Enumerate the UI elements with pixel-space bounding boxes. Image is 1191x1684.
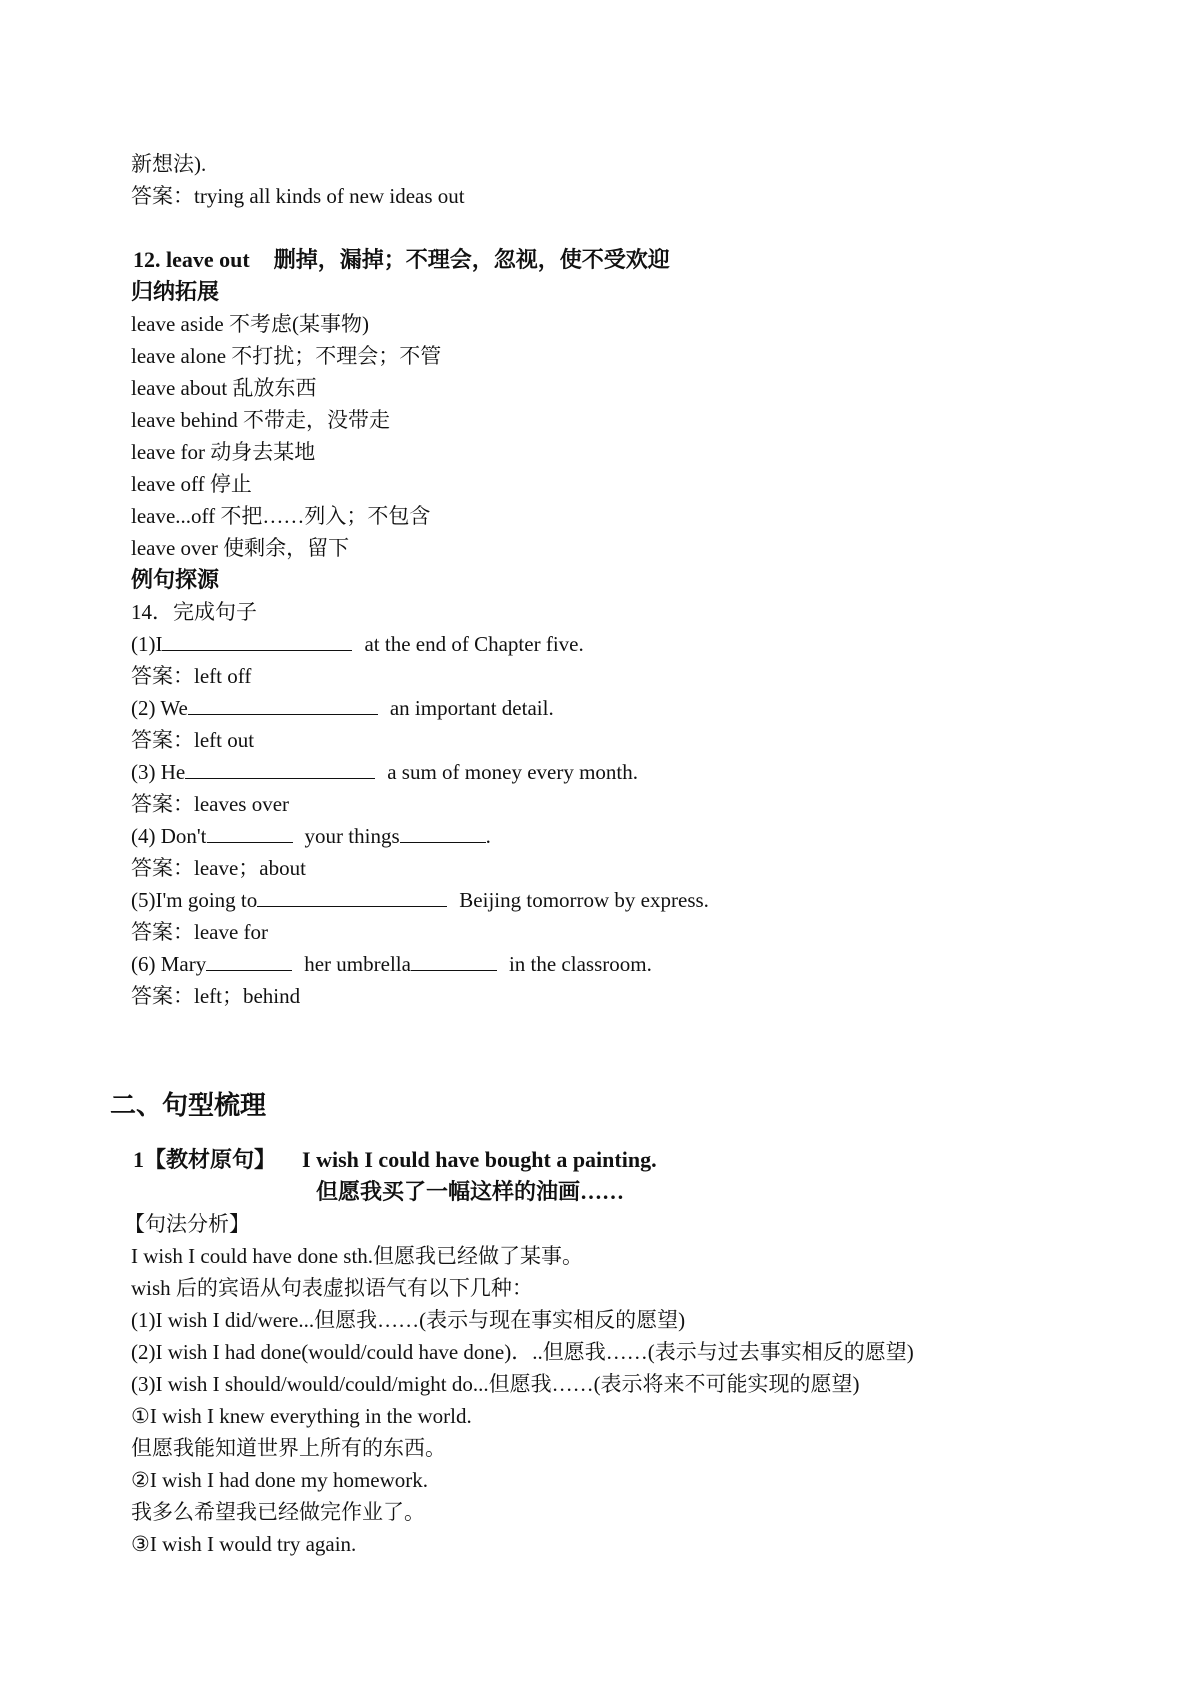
phrase-item: leave off 停止 [131, 472, 252, 496]
question-text: your things [304, 824, 400, 848]
analysis-line: 我多么希望我已经做完作业了。 [131, 1500, 425, 1524]
analysis-line: 但愿我能知道世界上所有的东西。 [131, 1436, 446, 1460]
phrase-item: leave for 动身去某地 [131, 440, 316, 464]
question-text: (6) Mary [131, 952, 207, 976]
exercise-answer: 答案：leave for [131, 920, 269, 944]
exercise-question [131, 757, 638, 787]
exercise-question [131, 949, 652, 979]
answer-blank [206, 952, 292, 971]
answer-blank [188, 696, 378, 715]
analysis-line: (1)I wish I did/were...但愿我……(表示与现在事实相反的愿望) [131, 1308, 686, 1332]
phrase-item: leave alone 不打扰；不理会；不管 [131, 344, 442, 368]
exercise-title: 14．完成句子 [131, 600, 257, 624]
question-text: in the classroom. [508, 952, 652, 976]
question-text: at the end of Chapter five. [364, 632, 584, 656]
phrase-item: leave behind 不带走，没带走 [131, 408, 390, 432]
answer-blank [400, 824, 486, 843]
analysis-line: ①I wish I knew everything in the world. [131, 1404, 472, 1428]
question-text: (3) He [131, 760, 186, 784]
answer-blank [185, 760, 375, 779]
exercise-question [131, 821, 491, 851]
analysis-line: (3)I wish I should/would/could/might do...但愿我……(表示将来不可能实现的愿望) [131, 1372, 860, 1396]
question-text: (2) We [131, 696, 188, 720]
analysis-line: (2)I wish I had done(would/could have done)．..但愿我……(表示与过去事实相反的愿望) [131, 1340, 914, 1364]
analysis-line: wish 后的宾语从句表虚拟语气有以下几种： [131, 1276, 533, 1300]
analysis-line: ②I wish I had done my homework. [131, 1468, 429, 1492]
question-text: Beijing tomorrow by express. [459, 888, 709, 912]
question-text: (4) Don't [131, 824, 207, 848]
exercise-answer: 答案：leaves over [131, 792, 290, 816]
entry-meaning: 删掉，漏掉；不理会，忽视，使不受欢迎 [273, 247, 670, 272]
intro-line: 新想法). [131, 152, 207, 176]
section-title: 二、句型梳理 [110, 1091, 267, 1121]
question-text: her umbrella [304, 952, 411, 976]
exercise-answer: 答案：leave；about [131, 856, 306, 880]
expand-title: 归纳拓展 [131, 279, 220, 304]
sentence-text: I wish I could have bought a painting. [302, 1147, 657, 1172]
original-sentence [133, 1145, 657, 1175]
exercise-question [131, 885, 709, 915]
answer-blank [162, 632, 352, 651]
question-text: (1)I [131, 632, 163, 656]
example-title: 例句探源 [131, 567, 220, 592]
analysis-line: I wish I could have done sth.但愿我已经做了某事。 [131, 1244, 584, 1268]
analysis-title: 【句法分析】 [124, 1212, 250, 1236]
answer-blank [257, 888, 447, 907]
intro-answer: 答案：trying all kinds of new ideas out [131, 184, 465, 208]
item-label: 1【教材原句】 [133, 1147, 277, 1172]
exercise-question [131, 629, 584, 659]
entry-heading [133, 245, 670, 275]
phrase-item: leave about 乱放东西 [131, 376, 317, 400]
phrase-item: leave aside 不考虑(某事物) [131, 312, 369, 336]
phrase-item: leave...off 不把……列入；不包含 [131, 504, 431, 528]
phrase-item: leave over 使剩余，留下 [131, 536, 350, 560]
entry-headword: 12. leave out [133, 247, 250, 272]
question-text: a sum of money every month. [387, 760, 639, 784]
answer-blank [207, 824, 293, 843]
analysis-line: ③I wish I would try again. [131, 1532, 357, 1556]
answer-blank [411, 952, 497, 971]
exercise-answer: 答案：left out [131, 728, 255, 752]
sentence-translation: 但愿我买了一幅这样的油画…… [316, 1179, 625, 1204]
exercise-answer: 答案：left off [131, 664, 252, 688]
exercise-answer: 答案：left；behind [131, 984, 301, 1008]
exercise-question [131, 693, 554, 723]
question-text: . [485, 824, 491, 848]
question-text: (5)I'm going to [131, 888, 258, 912]
question-text: an important detail. [389, 696, 554, 720]
